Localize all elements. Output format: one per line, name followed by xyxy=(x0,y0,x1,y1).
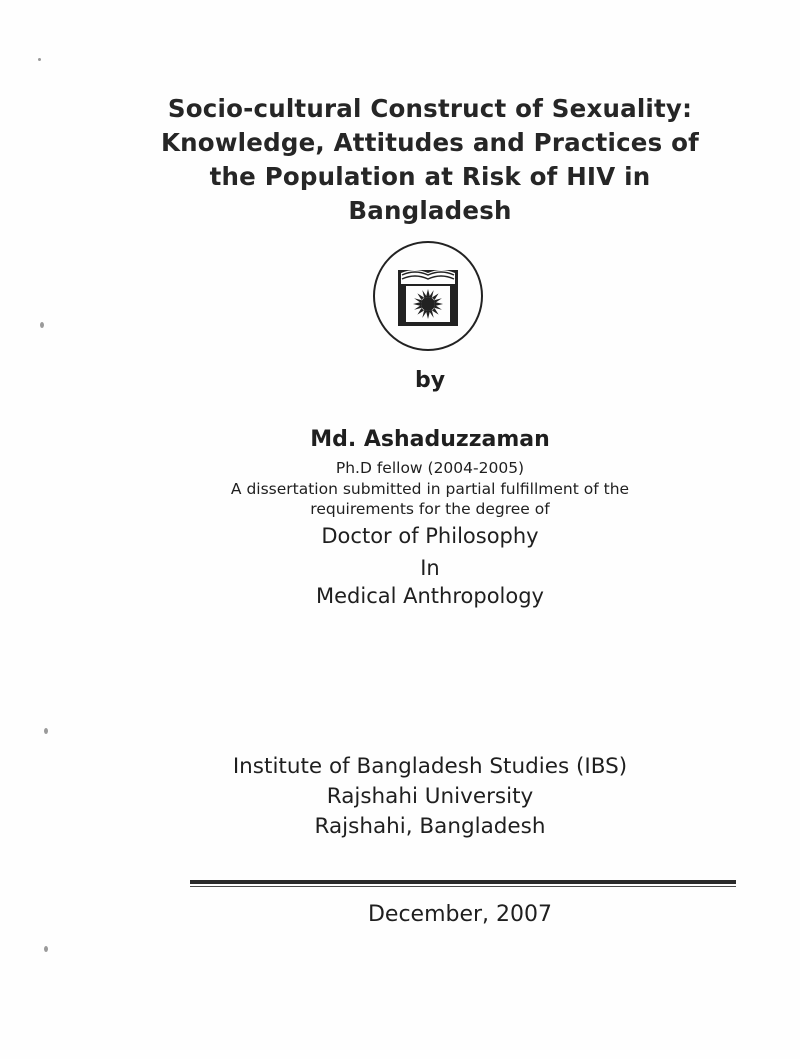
title-line: Bangladesh xyxy=(348,196,512,225)
university-seal-icon xyxy=(372,240,484,352)
title-line: Knowledge, Attitudes and Practices of xyxy=(160,128,700,157)
author-name: Md. Ashaduzzaman xyxy=(310,427,550,452)
scan-speck xyxy=(44,946,48,952)
document-title xyxy=(120,92,740,228)
divider-rule-thin xyxy=(190,886,736,887)
institution-line: Rajshahi, Bangladesh xyxy=(314,814,546,839)
scan-speck xyxy=(44,728,48,734)
by-label: by xyxy=(414,368,446,393)
dissertation-line: requirements for the degree of xyxy=(310,500,550,518)
scan-speck xyxy=(40,322,44,328)
dissertation-line: A dissertation submitted in partial fulfillment of the xyxy=(230,480,630,498)
submission-date: December, 2007 xyxy=(367,902,553,927)
in-label: In xyxy=(420,556,440,580)
title-line: the Population at Risk of HIV in xyxy=(209,162,651,191)
field-name: Medical Anthropology xyxy=(316,584,544,608)
institution-line: Institute of Bangladesh Studies (IBS) xyxy=(232,754,628,779)
degree-name: Doctor of Philosophy xyxy=(321,524,539,548)
title-line: Socio-cultural Construct of Sexuality: xyxy=(167,94,693,123)
fellowship-line: Ph.D fellow (2004-2005) xyxy=(335,459,525,477)
institution-line: Rajshahi University xyxy=(326,784,534,809)
scan-speck xyxy=(38,58,41,61)
divider-rule xyxy=(190,880,736,884)
